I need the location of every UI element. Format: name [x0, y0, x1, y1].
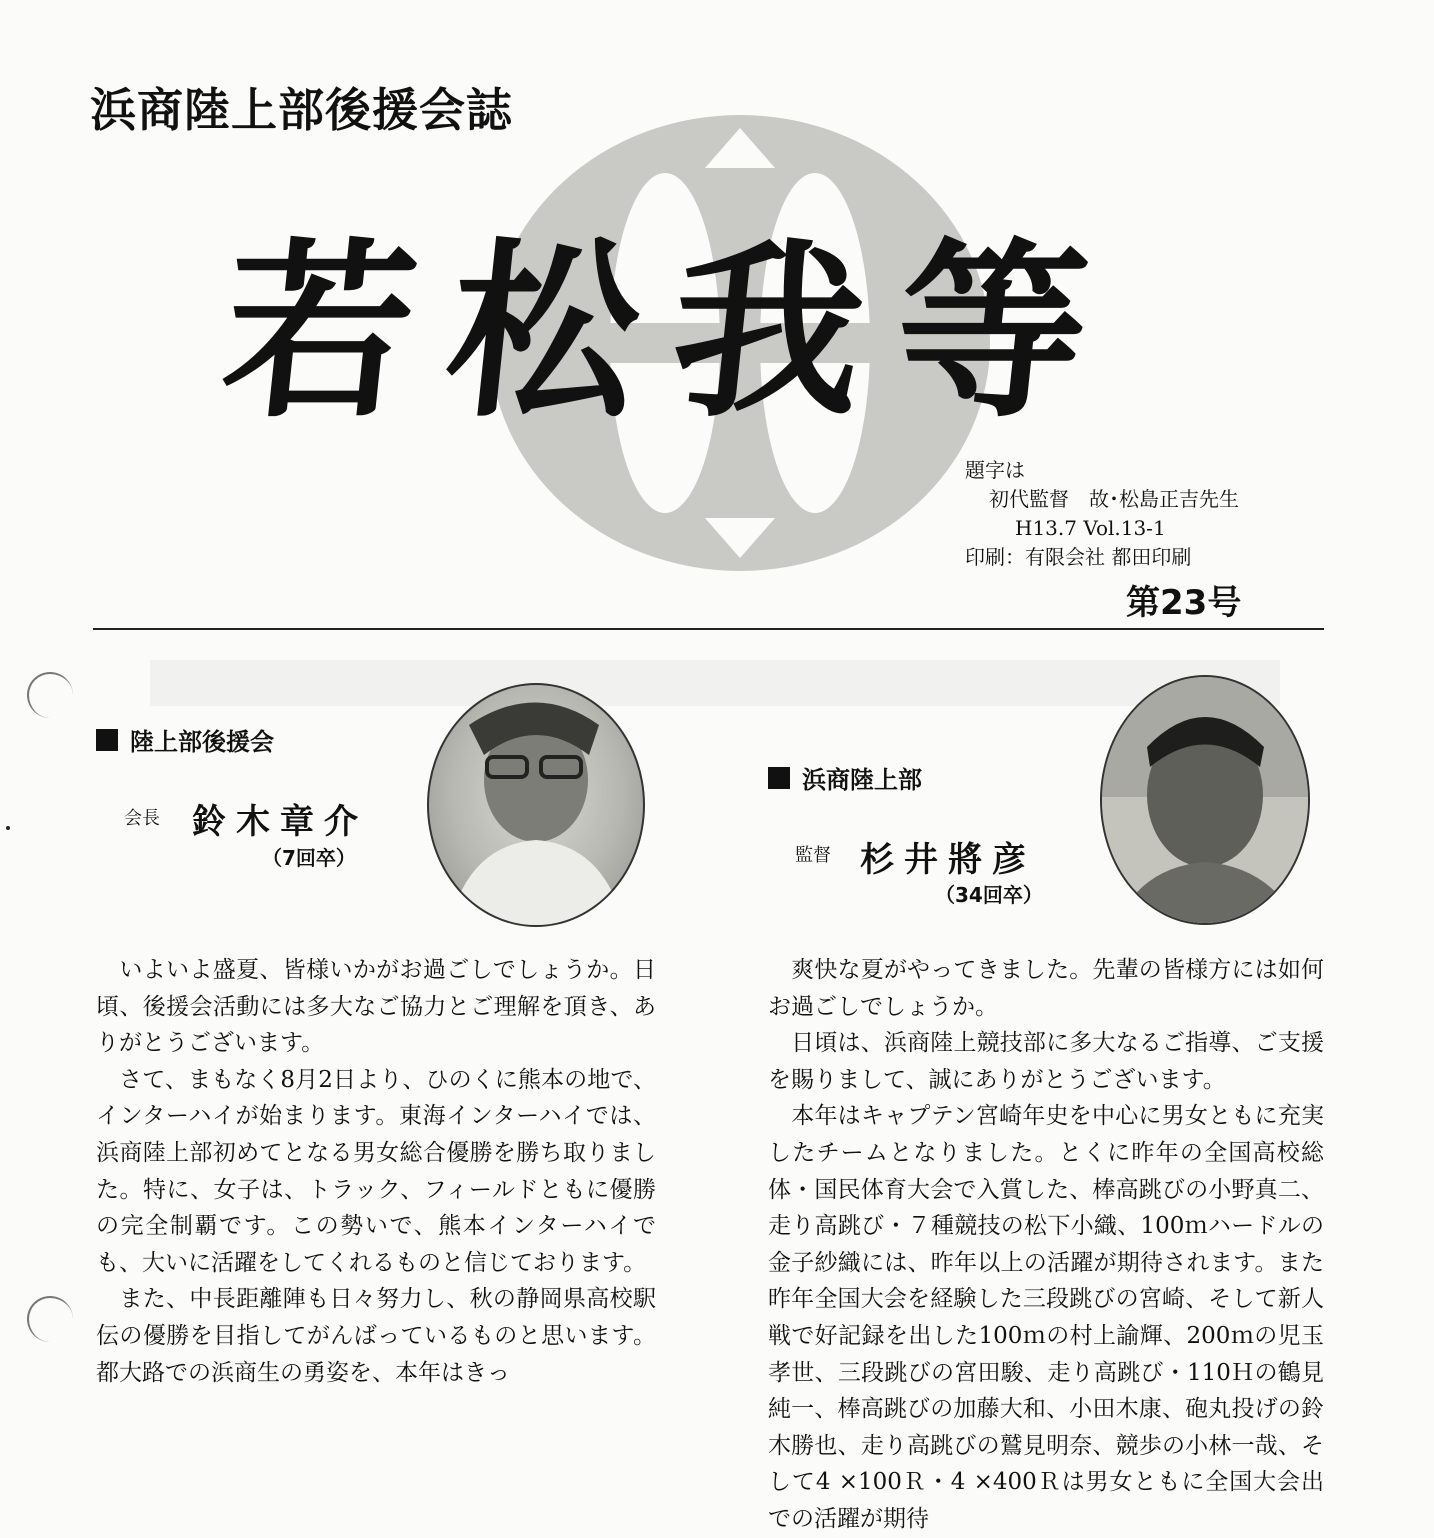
punch-hole — [27, 1296, 73, 1342]
paragraph: また、中長距離陣も日々努力し、秋の静岡県高校駅伝の優勝を目指してがんばっているものと思います。都大路での浜商生の勇姿を、本年はきっ — [96, 1286, 656, 1386]
punch-hole — [27, 672, 73, 718]
portrait-figure-icon — [1102, 677, 1308, 923]
portrait-photo — [427, 683, 645, 927]
portrait-figure-icon — [429, 685, 643, 925]
colophon-line: 題字は — [965, 458, 1025, 482]
colophon-line: 初代監督 故･松島正吉先生 — [989, 487, 1239, 511]
section-heading — [96, 722, 274, 757]
org-title: 浜商陸上部後援会誌 — [90, 83, 513, 137]
author-class: （34回卒） — [935, 883, 1043, 907]
paragraph: 爽快な夏がやってきました。先輩の皆様方には如何お過ごしでしょうか。 — [768, 957, 1324, 1020]
section-heading — [768, 760, 922, 795]
section-heading-label: 浜商陸上部 — [802, 766, 922, 794]
section-heading-label: 陸上部後援会 — [130, 728, 274, 756]
colophon-line: H13.7 Vol.13-1 — [1015, 516, 1166, 540]
masthead-title: 若松我等 — [213, 220, 1133, 443]
right-article-body — [768, 952, 1324, 1538]
left-article-body — [96, 952, 656, 1391]
author-role: 監督 — [795, 845, 831, 866]
paragraph: 日頃は、浜商陸上競技部に多大なるご指導、ご支援を賜りまして、誠にありがとうございます。 — [768, 1030, 1324, 1093]
author-name: 鈴木章介 — [192, 802, 368, 842]
paragraph: 本年はキャプテン宮崎年史を中心に男女ともに充実したチームとなりました。とくに昨年の全国高校総体・国民体育大会で入賞した、棒高跳びの小野真二、走り高跳び・７種競技の松下小織、100ｍハードルの金子紗織には、昨年以上の活躍が期待されます。また昨年全国大会を経験した三段跳びの宮崎、そして新人戦で好記録を出した100ｍの村上諭輝、200ｍの児玉孝世、三段跳びの宮田駿、走り高跳び・110Ｈの鶴見純一、棒高跳びの加藤大和、小田木康、砲丸投げの鈴木勝也、走り高跳びの鷲見明奈、競歩の小林一哉、そして4 ×100Ｒ・4 ×400Ｒは男女ともに全国大会出での活躍が期待 — [768, 1103, 1324, 1532]
portrait-photo — [1100, 675, 1310, 925]
bleed-through — [150, 660, 1280, 706]
square-bullet-icon — [768, 767, 790, 789]
paragraph: さて、まもなく8月2日より、ひのくに熊本の地で、インターハイが始まります。東海インターハイでは、浜商陸上部初めてとなる男女総合優勝を勝ち取りました。特に、女子は、トラック、フィールドともに優勝の完全制覇です。この勢いで、熊本インターハイでも、大いに活躍をしてくれるものと信じております。 — [96, 1066, 656, 1276]
paragraph: いよいよ盛夏、皆様いかがお過ごしでしょうか。日頃、後援会活動には多大なご協力とご理解を頂き、ありがとうございます。 — [96, 957, 656, 1057]
speck — [6, 826, 10, 830]
colophon — [965, 456, 1239, 572]
author-role: 会長 — [124, 808, 160, 829]
square-bullet-icon — [96, 729, 118, 751]
author-name: 杉井將彦 — [860, 840, 1036, 880]
author-class: （7回卒） — [262, 846, 356, 870]
colophon-line: 印刷：有限会社 都田印刷 — [965, 545, 1192, 569]
divider — [93, 628, 1324, 630]
issue-number: 第23号 — [1126, 583, 1242, 623]
